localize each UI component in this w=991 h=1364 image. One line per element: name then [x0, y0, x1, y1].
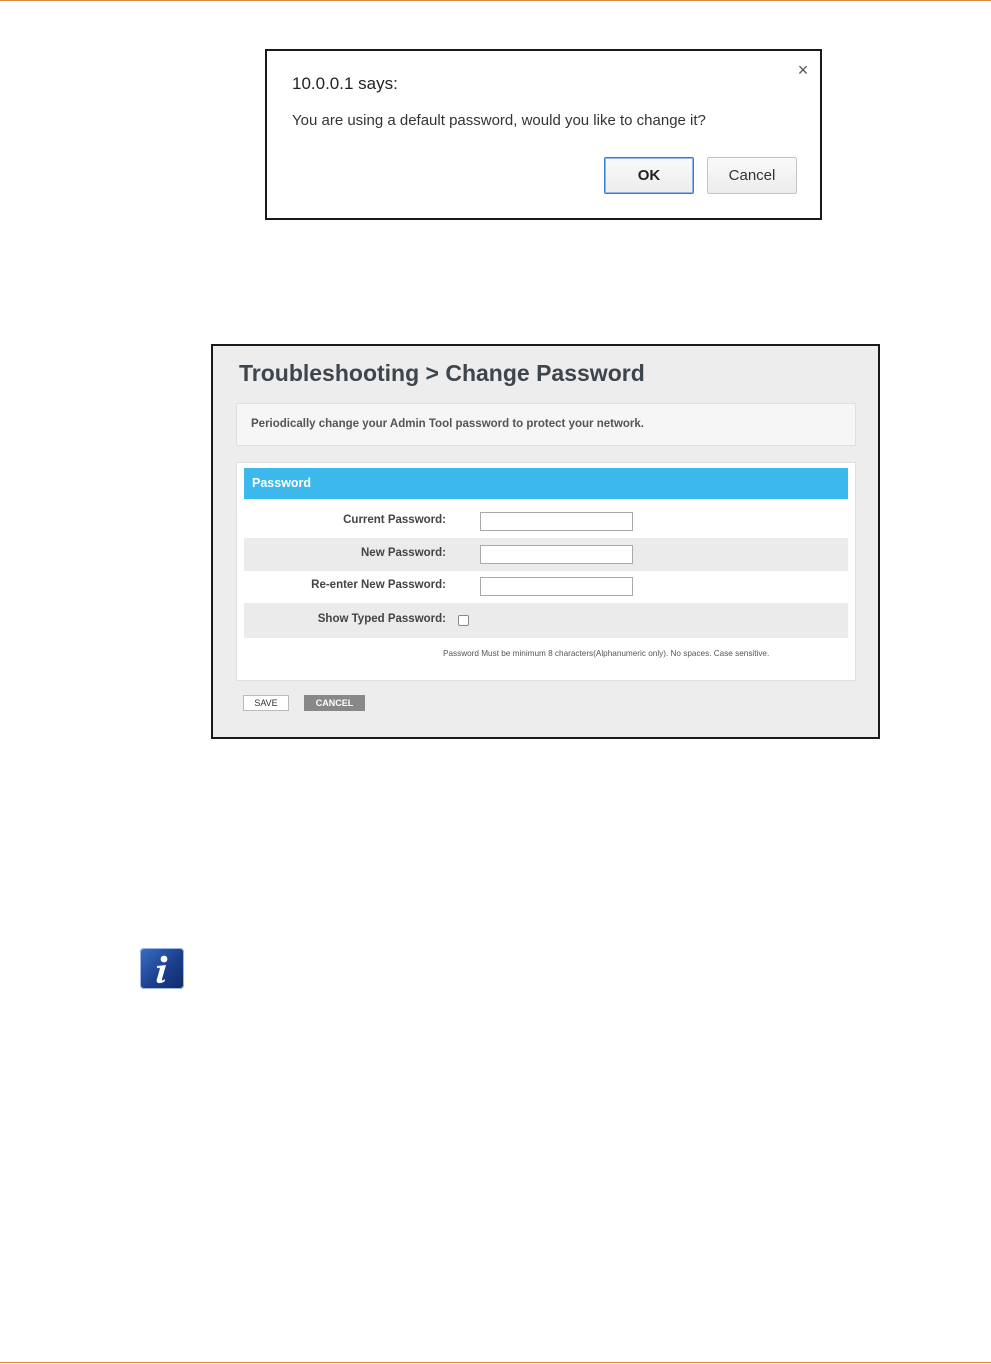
ok-button[interactable]: OK — [604, 157, 694, 194]
page-bottom-rule — [0, 1362, 991, 1363]
close-icon[interactable]: × — [797, 60, 809, 80]
alert-message: You are using a default password, would you like to change it? — [292, 112, 706, 129]
description-box — [236, 403, 856, 446]
current-password-field[interactable] — [480, 512, 633, 531]
save-button[interactable]: SAVE — [243, 695, 289, 711]
show-typed-row — [244, 603, 848, 638]
password-hint: Password Must be minimum 8 characters(Alphanumeric only). No spaces. Case sensitive. — [443, 649, 770, 658]
description-text: Periodically change your Admin Tool password to protect your network. — [251, 418, 644, 430]
current-password-label: Current Password: — [343, 514, 446, 526]
show-typed-label: Show Typed Password: — [317, 613, 446, 625]
reenter-password-field[interactable] — [480, 577, 633, 596]
page-top-rule — [0, 0, 991, 1]
cancel-form-button[interactable]: CANCEL — [304, 695, 365, 711]
new-password-label: New Password: — [361, 547, 446, 559]
alert-title: 10.0.0.1 says: — [292, 74, 398, 93]
page-title: Troubleshooting > Change Password — [239, 360, 645, 386]
reenter-password-label: Re-enter New Password: — [311, 579, 446, 591]
current-password-row — [244, 505, 848, 538]
section-header: Password — [244, 468, 848, 499]
new-password-row — [244, 538, 848, 571]
info-icon — [140, 948, 184, 989]
new-password-field[interactable] — [480, 545, 633, 564]
show-typed-checkbox[interactable] — [458, 615, 469, 626]
alert-dialog — [265, 49, 822, 220]
cancel-button[interactable]: Cancel — [707, 157, 797, 194]
change-password-panel — [211, 344, 880, 739]
reenter-password-row — [244, 570, 848, 603]
password-form — [236, 462, 856, 681]
